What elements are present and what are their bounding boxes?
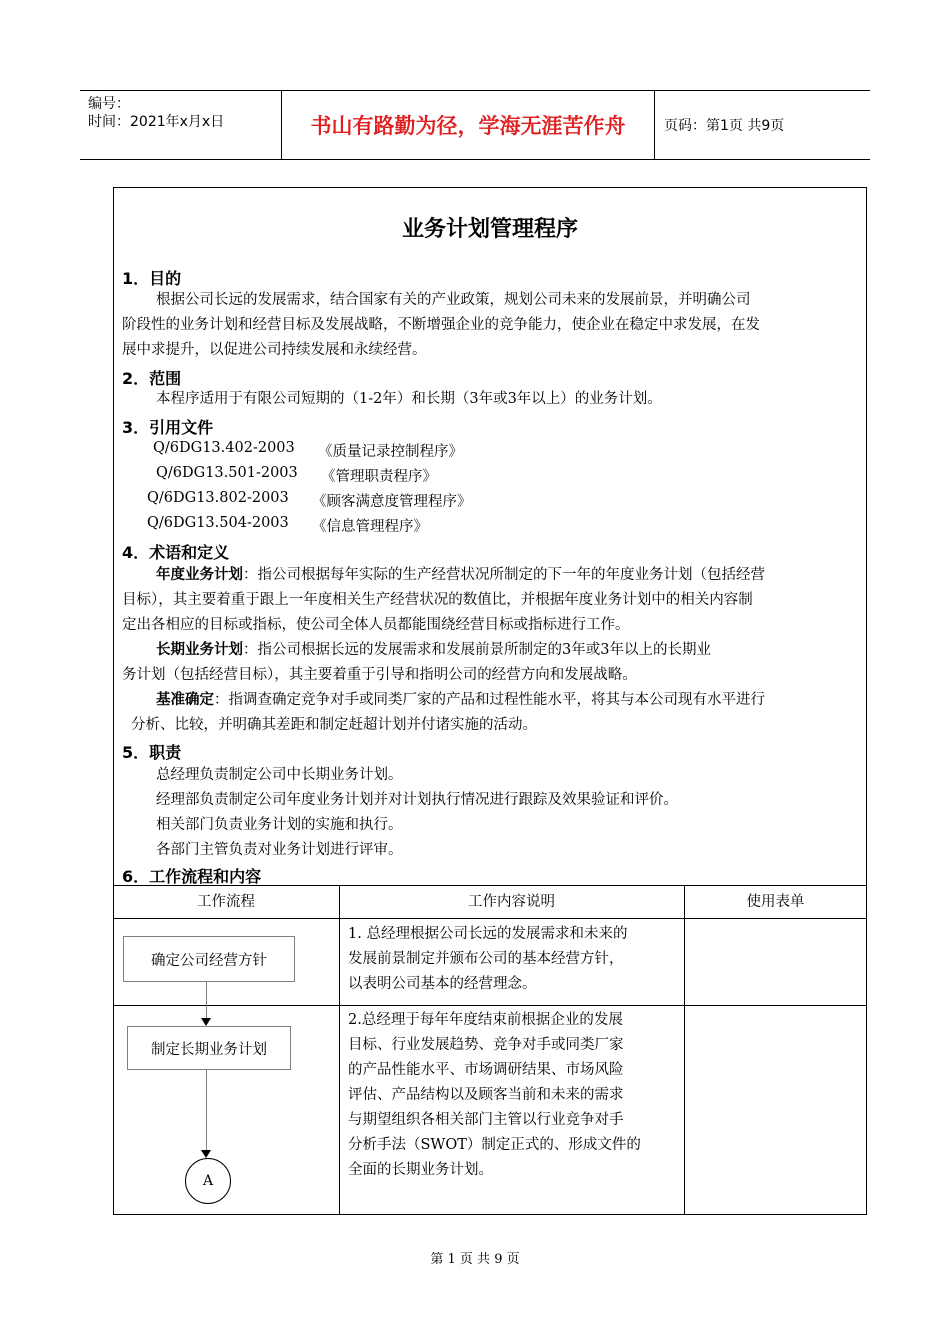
s1-line-2: 阶段性的业务计划和经营目标及发展战略，不断增强企业的竞争能力，使企业在稳定中求发展，在发: [122, 317, 760, 333]
row-2-content-line-3: 的产品性能水平、市场调研结果、市场风险: [348, 1062, 624, 1078]
term-3-name: 基准确定: [156, 692, 214, 708]
section-1-heading: 1．目的: [122, 269, 182, 288]
ref-name-4: 《信息管理程序》: [312, 519, 428, 535]
section-5-heading: 5．职责: [122, 743, 182, 762]
flow-step-1: 确定公司经营方针: [123, 936, 295, 982]
page-footer: 第 1 页 共 9 页: [430, 1252, 520, 1267]
row-2-content-line-4: 评估、产品结构以及顾客当前和未来的需求: [348, 1087, 624, 1103]
term-3-line-1: 基准确定：指调查确定竞争对手或同类厂家的产品和过程性能水平，将其与本公司现有水平进行: [156, 692, 765, 708]
ref-code-3: Q/6DG13.802-2003: [147, 490, 289, 506]
row-2-content-line-2: 目标、行业发展趋势、竞争对手或同类厂家: [348, 1037, 624, 1053]
table-header-border: [113, 918, 867, 919]
s1-line-3: 展中求提升，以促进公司持续发展和永续经营。: [122, 342, 427, 358]
term-2-line-1: 长期业务计划：指公司根据长远的发展需求和发展前景所制定的3年或3年以上的长期业: [156, 642, 711, 658]
section-2-heading: 2．范围: [122, 369, 182, 388]
term-2-name: 长期业务计划: [156, 642, 243, 658]
term-1-line-1: 年度业务计划：指公司根据每年实际的生产经营状况所制定的下一年的年度业务计划（包括经营: [156, 567, 765, 583]
ref-name-1: 《质量记录控制程序》: [318, 444, 463, 460]
header-content: 工作内容说明: [468, 894, 555, 910]
s5-line-2: 经理部负责制定公司年度业务计划并对计划执行情况进行跟踪及效果验证和评价。: [156, 792, 678, 808]
flow-arrow-icon-2: [201, 1150, 211, 1158]
header-meta: [88, 95, 278, 131]
s1-line-1: 根据公司长远的发展需求，结合国家有关的产业政策，规划公司未来的发展前景，并明确公司: [156, 292, 751, 308]
section-6-heading: 6．工作流程和内容: [122, 867, 262, 886]
s2-text: 本程序适用于有限公司短期的（1-2年）和长期（3年或3年以上）的业务计划。: [156, 391, 662, 407]
table-row-border: [113, 1005, 867, 1006]
s5-line-3: 相关部门负责业务计划的实施和执行。: [156, 817, 403, 833]
table-col-divider-2: [684, 885, 685, 1215]
row-2-content-line-7: 全面的长期业务计划。: [348, 1162, 493, 1178]
document-title: 业务计划管理程序: [401, 217, 578, 242]
ref-name-2: 《管理职责程序》: [321, 469, 437, 485]
ref-code-2: Q/6DG13.501-2003: [156, 465, 298, 481]
header-flow: 工作流程: [197, 894, 255, 910]
term-1-line-2: 目标），其主要着重于跟上一年度相关生产经营状况的数值比，并根据年度业务计划中的相关内容制: [122, 592, 753, 608]
row-1-content-line-3: 以表明公司基本的经营理念。: [348, 976, 537, 992]
row-1-content-line-1: 1. 总经理根据公司长远的发展需求和未来的: [348, 926, 628, 942]
flow-connector-circle: A: [185, 1158, 231, 1204]
term-3-line-2: 分析、比较，并明确其差距和制定赶超计划并付诸实施的活动。: [131, 717, 537, 733]
header-page-info: 页码：第1页 共9页: [664, 118, 785, 134]
term-1-name: 年度业务计划: [156, 567, 243, 583]
term-1-line-3: 定出各相应的目标或指标，使公司全体人员都能围绕经营目标或指标进行工作。: [122, 617, 630, 633]
ref-name-3: 《顾客满意度管理程序》: [312, 494, 472, 510]
s5-line-1: 总经理负责制定公司中长期业务计划。: [156, 767, 403, 783]
row-1-content-line-2: 发展前景制定并颁布公司的基本经营方针，: [348, 951, 624, 967]
table-col-divider-1: [339, 885, 340, 1215]
row-2-content-line-5: 与期望组织各相关部门主管以行业竞争对手: [348, 1112, 624, 1128]
ref-code-4: Q/6DG13.504-2003: [147, 515, 289, 531]
page-header: [80, 90, 870, 160]
table-top-border: [113, 885, 867, 886]
code-label: 编号：: [88, 96, 130, 112]
header-motto: 书山有路勤为径，学海无涯苦作舟: [281, 91, 655, 159]
ref-code-1: Q/6DG13.402-2003: [153, 440, 295, 456]
s5-line-4: 各部门主管负责对业务计划进行评审。: [156, 842, 403, 858]
row-2-content-line-1: 2.总经理于每年年度结束前根据企业的发展: [348, 1012, 623, 1028]
section-4-heading: 4．术语和定义: [122, 543, 230, 562]
row-2-content-line-6: 分析手法（SWOT）制定正式的、形成文件的: [348, 1137, 641, 1153]
section-3-heading: 3．引用文件: [122, 418, 214, 437]
time-label: 时间：2021年x月x日: [88, 114, 225, 130]
flow-arrow-icon-1: [201, 1018, 211, 1026]
flow-connector-2: [206, 1068, 207, 1150]
flow-connector-1: [206, 980, 207, 1018]
header-form: 使用表单: [746, 894, 805, 910]
term-2-line-2: 务计划（包括经营目标），其主要着重于引导和指明公司的经营方向和发展战略。: [122, 667, 637, 683]
flow-step-2: 制定长期业务计划: [127, 1026, 291, 1070]
